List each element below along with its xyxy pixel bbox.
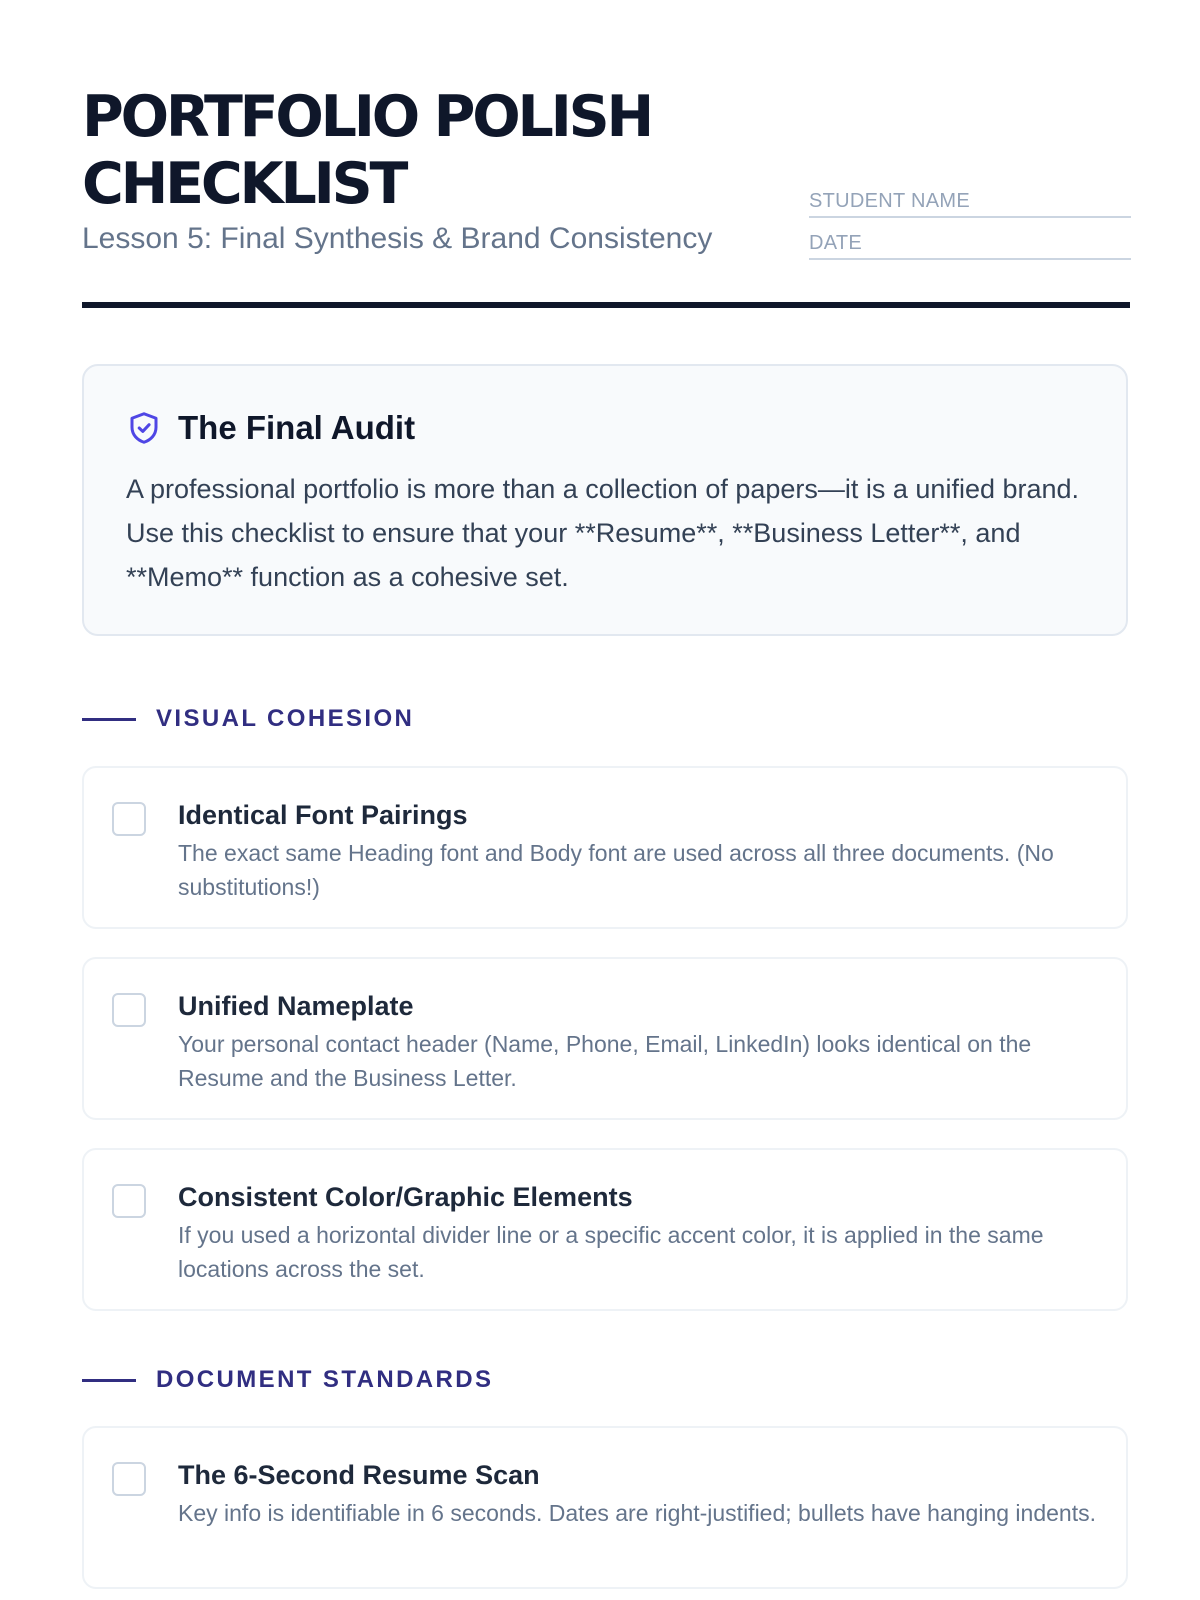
item-title: Consistent Color/Graphic Elements [178,1182,633,1212]
item-title: The 6-Second Resume Scan [178,1460,540,1490]
item-checkbox[interactable] [112,802,146,836]
section-label: DOCUMENT STANDARDS [156,1366,494,1393]
item-description: Key info is identifiable in 6 seconds. Dates are right-justified; bullets have hanging indents. [178,1500,1096,1526]
audit-title: The Final Audit [178,409,416,446]
item-checkbox[interactable] [112,1462,146,1496]
checklist-item [82,957,1128,1120]
item-checkbox[interactable] [112,993,146,1027]
checklist-item [82,1426,1128,1589]
checklist-item [82,1148,1128,1311]
worksheet-header [82,0,1130,310]
item-description: If you used a horizontal divider line or a specific accent color, it is applied in the same locations across the set. [178,1222,1044,1282]
student-fields [809,188,1131,272]
worksheet-page [82,0,1130,1526]
item-description: The exact same Heading font and Body font are used across all three documents. (No substitutions!) [178,840,1054,900]
item-title: Unified Nameplate [178,991,414,1021]
section-heading-visual-cohesion [82,704,414,734]
shield-check-icon [126,409,162,447]
item-description: Your personal contact header (Name, Phone, Email, LinkedIn) looks identical on the Resume and the Business Letter. [178,1031,1032,1091]
audit-description: A professional portfolio is more than a collection of papers—it is a unified brand. Use this checklist to ensure that your **Resume**, **Business Letter**, and **Memo** function as a cohesive set. [126,474,1080,592]
lesson-subtitle: Lesson 5: Final Synthesis & Brand Consistency [82,222,713,255]
section-rule [82,1379,136,1382]
section-rule [82,718,136,721]
header-divider [82,302,1130,308]
section-heading-document-standards [82,1365,493,1395]
page-title: PORTFOLIO POLISH CHECKLIST [82,84,651,217]
item-checkbox[interactable] [112,1184,146,1218]
date-field[interactable]: DATE [809,230,1131,260]
item-title: Identical Font Pairings [178,800,468,830]
student-name-field[interactable]: STUDENT NAME [809,188,1131,218]
final-audit-card [82,364,1128,636]
checklist-item [82,766,1128,929]
section-label: VISUAL COHESION [156,705,415,732]
audit-heading [126,408,415,448]
